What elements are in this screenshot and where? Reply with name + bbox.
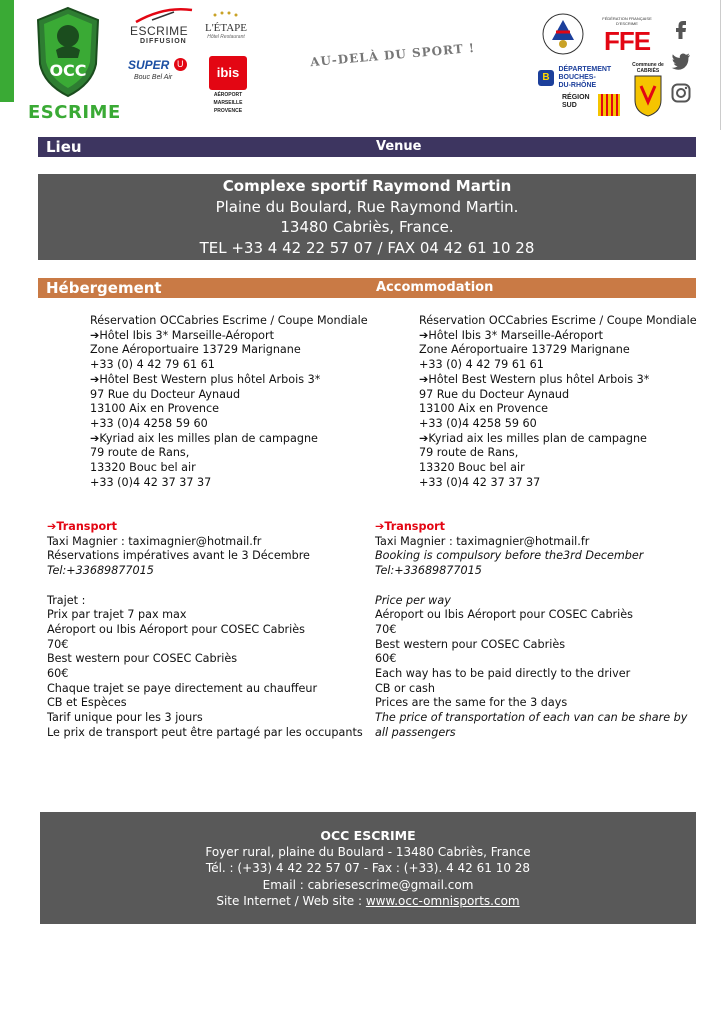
transport-methods-fr: CB et Espèces — [47, 696, 127, 710]
transport-price-2-en: 60€ — [375, 652, 397, 666]
ibis-caption-3: PROVENCE — [213, 108, 243, 114]
footer-address: Foyer rural, plaine du Boulard - 13480 Cabriès, France — [205, 845, 531, 860]
departement-b-icon: B — [538, 70, 554, 86]
transport-section-fr — [47, 520, 363, 741]
ibis-badge: ibis — [209, 56, 247, 90]
acc-en-line: ➔Kyriad aix les milles plan de campagne — [419, 431, 647, 445]
footer-box — [40, 812, 696, 924]
transport-route-1-fr: Aéroport ou Ibis Aéroport pour COSEC Cabriès — [47, 622, 305, 636]
occ-escrime-logo — [28, 6, 121, 124]
super-text: SUPER — [128, 58, 170, 72]
venue-name: Complexe sportif Raymond Martin — [222, 177, 512, 195]
acc-fr-line: +33 (0) 4 42 79 61 61 — [90, 358, 215, 372]
acc-fr-line: 97 Rue du Docteur Aynaud — [90, 387, 241, 401]
transport-tel-en: Tel:+33689877015 — [375, 564, 482, 578]
transport-price-per-en: Price per way — [375, 593, 451, 607]
cabries-shield-icon — [633, 74, 663, 118]
transport-tel-fr: Tel:+33689877015 — [47, 564, 154, 578]
footer-phone: Tél. : (+33) 4 42 22 57 07 - Fax : (+33). 4 42 61 10 28 — [205, 861, 531, 876]
occ-escrime-word: ESCRIME — [28, 102, 121, 123]
transport-same-fr: Tarif unique pour les 3 jours — [47, 711, 203, 725]
comite-medal-icon — [540, 10, 586, 60]
transport-route-1-en: Aéroport ou Ibis Aéroport pour COSEC Cabriès — [375, 608, 633, 622]
occ-shield-icon — [34, 6, 102, 98]
page-header — [0, 0, 724, 130]
spacer — [47, 579, 363, 594]
footer-email: Email : cabriesescrime@gmail.com — [262, 877, 474, 892]
social-links — [670, 18, 696, 114]
transport-route-2-en: Best western pour COSEC Cabriès — [375, 637, 566, 651]
region-sud-logo — [562, 94, 622, 122]
region-line-1: RÉGION — [562, 94, 590, 101]
accommodation-header-band — [38, 278, 696, 298]
transport-booking-fr: Réservations impératives avant le 3 Décembre — [47, 549, 310, 563]
acc-fr-line: 13320 Bouc bel air — [90, 461, 196, 475]
transport-share-fr: Le prix de transport peut être partagé par les occupants — [47, 725, 363, 739]
venue-label-en: Venue — [376, 139, 422, 154]
u-badge-icon: U — [174, 58, 187, 71]
venue-box — [38, 174, 696, 260]
ffe-caption: FÉDÉRATION FRANÇAISE D'ESCRIME — [602, 16, 652, 26]
acc-fr-line: 13100 Aix en Provence — [90, 402, 219, 416]
acc-en-line: ➔Hôtel Best Western plus hôtel Arbois 3* — [419, 372, 650, 386]
instagram-icon[interactable] — [670, 82, 692, 104]
transport-route-2-fr: Best western pour COSEC Cabriès — [47, 652, 238, 666]
etape-text: L'ÉTAPE — [204, 22, 248, 34]
transport-price-2-fr: 60€ — [47, 667, 69, 681]
transport-section-en — [375, 520, 687, 741]
super-u-logo — [128, 56, 198, 90]
departement-line-2: BOUCHES- — [558, 74, 596, 81]
footer-website-label: Site Internet / Web site : — [216, 893, 366, 908]
ibis-logo — [206, 56, 250, 116]
accommodation-list-fr — [90, 314, 368, 490]
facebook-icon[interactable] — [670, 18, 692, 40]
transport-share-en-2: all passengers — [375, 725, 456, 739]
acc-fr-line: 79 route de Rans, — [90, 446, 190, 460]
accommodation-list-en — [419, 314, 697, 490]
ibis-caption-2: MARSEILLE — [213, 100, 243, 106]
acc-en-line: ➔Hôtel Ibis 3* Marseille-Aéroport — [419, 328, 604, 342]
ibis-caption-1: AÉROPORT — [213, 92, 243, 98]
transport-taxi-fr: Taxi Magnier : taximagnier@hotmail.fr — [47, 534, 262, 548]
bouches-du-rhone-logo — [538, 66, 620, 88]
acc-en-line: 97 Rue du Docteur Aynaud — [419, 387, 570, 401]
transport-heading-fr: ➔Transport — [47, 520, 118, 533]
acc-fr-line: Réservation OCCabries Escrime / Coupe Mondiale — [90, 314, 368, 327]
diffusion-text: DIFFUSION — [140, 38, 187, 45]
footer-website-link[interactable]: www.occ-omnisports.com — [365, 893, 520, 908]
acc-fr-line: ➔Hôtel Ibis 3* Marseille-Aéroport — [90, 328, 275, 342]
transport-price-1-en: 70€ — [375, 622, 397, 636]
transport-share-en-1: The price of transportation of each van can be share by — [375, 711, 688, 725]
departement-text — [558, 66, 611, 90]
acc-en-line: 79 route de Rans, — [419, 446, 519, 460]
cabries-line-1: Commune de — [632, 62, 664, 68]
accommodation-label-en: Accommodation — [376, 280, 494, 295]
transport-trajet-fr: Trajet : — [47, 593, 86, 607]
venue-label-fr: Lieu — [46, 138, 82, 156]
fencer-swoosh-icon — [134, 6, 194, 26]
spacer — [375, 579, 687, 594]
venue-header-band — [38, 137, 696, 157]
departement-line-3: DU-RHÔNE — [558, 82, 597, 89]
venue-phone: TEL +33 4 42 22 57 07 / FAX 04 42 61 10 28 — [199, 238, 535, 257]
transport-same-en: Prices are the same for the 3 days — [375, 696, 568, 710]
acc-fr-line: ➔Kyriad aix les milles plan de campagne — [90, 431, 318, 445]
transport-price-1-fr: 70€ — [47, 637, 69, 651]
acc-fr-line: ➔Hôtel Best Western plus hôtel Arbois 3* — [90, 372, 321, 386]
stars-icon — [211, 10, 241, 20]
departement-line-1: DÉPARTEMENT — [558, 66, 612, 73]
transport-price-per-fr: Prix par trajet 7 pax max — [47, 608, 187, 622]
transport-booking-en: Booking is compulsory before the3rd December — [375, 549, 644, 563]
ffe-logo — [592, 16, 662, 56]
transport-taxi-en: Taxi Magnier : taximagnier@hotmail.fr — [375, 534, 590, 548]
acc-fr-line: Zone Aéroportuaire 13729 Marignane — [90, 343, 301, 357]
footer-org-name: OCC ESCRIME — [320, 828, 416, 843]
acc-en-line: Réservation OCCabries Escrime / Coupe Mondiale — [419, 314, 697, 327]
acc-en-line: +33 (0) 4 42 79 61 61 — [419, 358, 544, 372]
transport-pay-en: Each way has to be paid directly to the driver — [375, 667, 631, 681]
accommodation-label-fr: Hébergement — [46, 279, 162, 297]
escrime-diffusion-logo — [128, 6, 198, 48]
ffe-wordmark — [592, 26, 662, 56]
etape-subtext: Hôtel Restaurant — [207, 34, 245, 40]
acc-en-line: 13320 Bouc bel air — [419, 461, 525, 475]
slogan: AU-DELÀ DU SPORT ! — [309, 40, 476, 70]
partner-logos — [536, 6, 666, 126]
acc-en-line: 13100 Aix en Provence — [419, 402, 548, 416]
cabries-logo — [632, 62, 664, 124]
venue-address-2: 13480 Cabriès, France. — [280, 218, 454, 236]
ffe-text: FFE — [603, 26, 651, 56]
transport-heading-en: ➔Transport — [375, 520, 446, 533]
transport-methods-en: CB or cash — [375, 681, 435, 695]
twitter-icon[interactable] — [670, 50, 692, 72]
acc-fr-line: +33 (0)4 4258 59 60 — [90, 416, 208, 430]
footer-website — [40, 893, 696, 909]
occ-shield-text: OCC — [49, 61, 87, 80]
venue-address-1: Plaine du Boulard, Rue Raymond Martin. — [215, 197, 519, 216]
bouc-bel-air-text: Bouc Bel Air — [134, 74, 173, 81]
etape-hotel-logo — [202, 8, 250, 52]
acc-en-line: Zone Aéroportuaire 13729 Marignane — [419, 343, 630, 357]
region-flag-icon — [598, 94, 620, 116]
acc-en-line: +33 (0)4 4258 59 60 — [419, 416, 537, 430]
acc-en-line: +33 (0)4 42 37 37 37 — [419, 475, 541, 489]
cabries-line-2: CABRIÈS — [636, 68, 660, 74]
transport-pay-fr: Chaque trajet se paye directement au chauffeur — [47, 681, 318, 695]
region-line-2: SUD — [562, 102, 577, 109]
acc-fr-line: +33 (0)4 42 37 37 37 — [90, 475, 212, 489]
escrime-diffusion-text: ESCRIME — [130, 24, 189, 38]
